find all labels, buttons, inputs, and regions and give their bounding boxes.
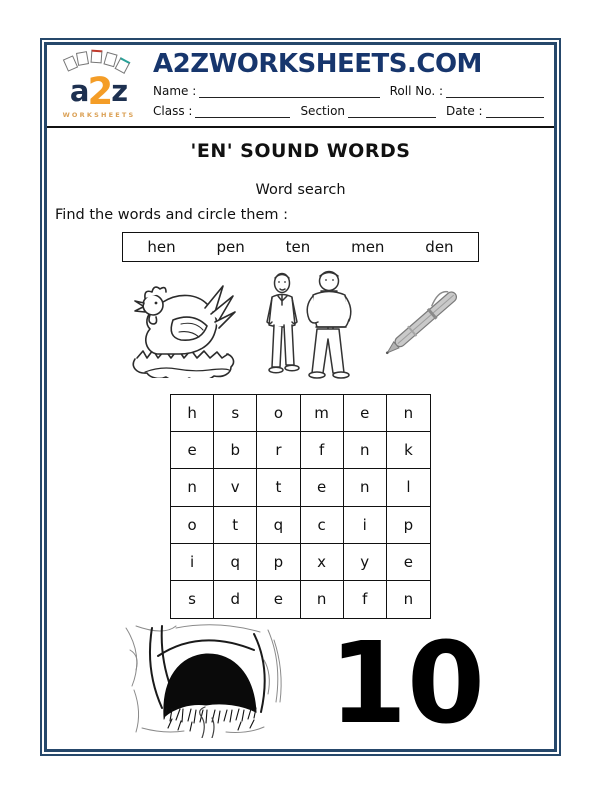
grid-cell-1-2[interactable]: r — [257, 432, 300, 469]
pen-illustration — [377, 275, 473, 365]
roll-label: Roll No. : — [389, 84, 443, 99]
logo-letter-a: a — [69, 74, 90, 108]
worksheet-page — [40, 38, 561, 756]
hen-illustration — [123, 272, 245, 378]
logo-letter-2: 2 — [87, 70, 114, 113]
grid-cell-0-4[interactable]: e — [344, 395, 387, 432]
grid-cell-2-2[interactable]: t — [257, 469, 300, 506]
roll-field-line[interactable] — [446, 85, 544, 98]
grid-cell-4-0[interactable]: i — [171, 544, 214, 581]
logo-subtext: WORKSHEETS — [62, 111, 136, 119]
grid-cell-0-1[interactable]: s — [214, 395, 257, 432]
grid-cell-4-4[interactable]: y — [344, 544, 387, 581]
paper-icon — [115, 57, 131, 74]
word-bank-item: ten — [285, 238, 311, 256]
grid-cell-1-3[interactable]: f — [301, 432, 344, 469]
word-bank-item: pen — [216, 238, 245, 256]
grid-cell-3-1[interactable]: t — [214, 507, 257, 544]
grid-cell-3-2[interactable]: q — [257, 507, 300, 544]
grid-cell-1-1[interactable]: b — [214, 432, 257, 469]
logo-wordmark — [55, 70, 143, 113]
date-field-line[interactable] — [486, 105, 544, 118]
grid-cell-2-1[interactable]: v — [214, 469, 257, 506]
name-field-line[interactable] — [199, 85, 379, 98]
grid-cell-2-4[interactable]: n — [344, 469, 387, 506]
grid-cell-0-2[interactable]: o — [257, 395, 300, 432]
grid-cell-0-3[interactable]: m — [301, 395, 344, 432]
grid-cell-2-5[interactable]: l — [387, 469, 430, 506]
page-frame — [40, 38, 561, 756]
header-fields-row-2 — [153, 104, 544, 118]
paper-icon — [91, 50, 103, 64]
grid-cell-0-5[interactable]: n — [387, 395, 430, 432]
grid-cell-4-1[interactable]: q — [214, 544, 257, 581]
site-title: A2ZWORKSHEETS.COM — [153, 49, 482, 79]
grid-cell-1-5[interactable]: k — [387, 432, 430, 469]
worksheet-subtitle: Word search — [255, 182, 346, 198]
section-label: Section — [300, 104, 346, 119]
grid-cell-3-3[interactable]: c — [301, 507, 344, 544]
date-label: Date : — [446, 104, 483, 119]
grid-cell-5-2[interactable]: e — [257, 581, 300, 618]
grid-cell-4-2[interactable]: p — [257, 544, 300, 581]
den-cave-illustration — [118, 620, 290, 738]
class-field-line[interactable] — [195, 105, 290, 118]
grid-cell-5-4[interactable]: f — [344, 581, 387, 618]
grid-cell-5-5[interactable]: n — [403, 590, 414, 609]
a2z-logo — [55, 49, 143, 126]
word-bank-item: men — [351, 238, 385, 256]
grid-cell-2-3[interactable]: e — [301, 469, 344, 506]
instruction-text: Find the words and circle them : — [55, 207, 289, 223]
grid-cell-3-5[interactable]: p — [387, 507, 430, 544]
grid-cell-4-3[interactable]: x — [301, 544, 344, 581]
grid-cell-5-3[interactable]: n — [301, 581, 344, 618]
grid-cell-3-4[interactable]: i — [344, 507, 387, 544]
logo-letter-z: z — [111, 74, 129, 108]
grid-cell-2-0[interactable]: n — [171, 469, 214, 506]
grid-cell-4-5[interactable]: e — [387, 544, 430, 581]
class-label: Class : — [153, 104, 193, 119]
name-label: Name : — [153, 84, 197, 99]
men-illustration — [257, 269, 361, 381]
word-search-grid — [170, 394, 431, 619]
grid-cell-5-1[interactable]: d — [214, 581, 257, 618]
paper-icon — [76, 51, 89, 66]
number-ten-illustration: 10 — [329, 619, 485, 749]
grid-cell-3-0[interactable]: o — [171, 507, 214, 544]
word-bank — [122, 232, 479, 262]
worksheet-title: 'EN' SOUND WORDS — [190, 140, 411, 162]
word-bank-item: hen — [147, 238, 176, 256]
grid-cell-1-4[interactable]: n — [344, 432, 387, 469]
grid-cell-5-0[interactable]: s — [171, 581, 214, 618]
header-right — [143, 49, 544, 126]
word-bank-item: den — [425, 238, 454, 256]
section-field-line[interactable] — [348, 105, 436, 118]
grid-cell-0-0[interactable]: h — [171, 395, 214, 432]
header-fields-row-1 — [153, 84, 544, 98]
grid-cell-1-0[interactable]: e — [171, 432, 214, 469]
header — [47, 45, 554, 128]
